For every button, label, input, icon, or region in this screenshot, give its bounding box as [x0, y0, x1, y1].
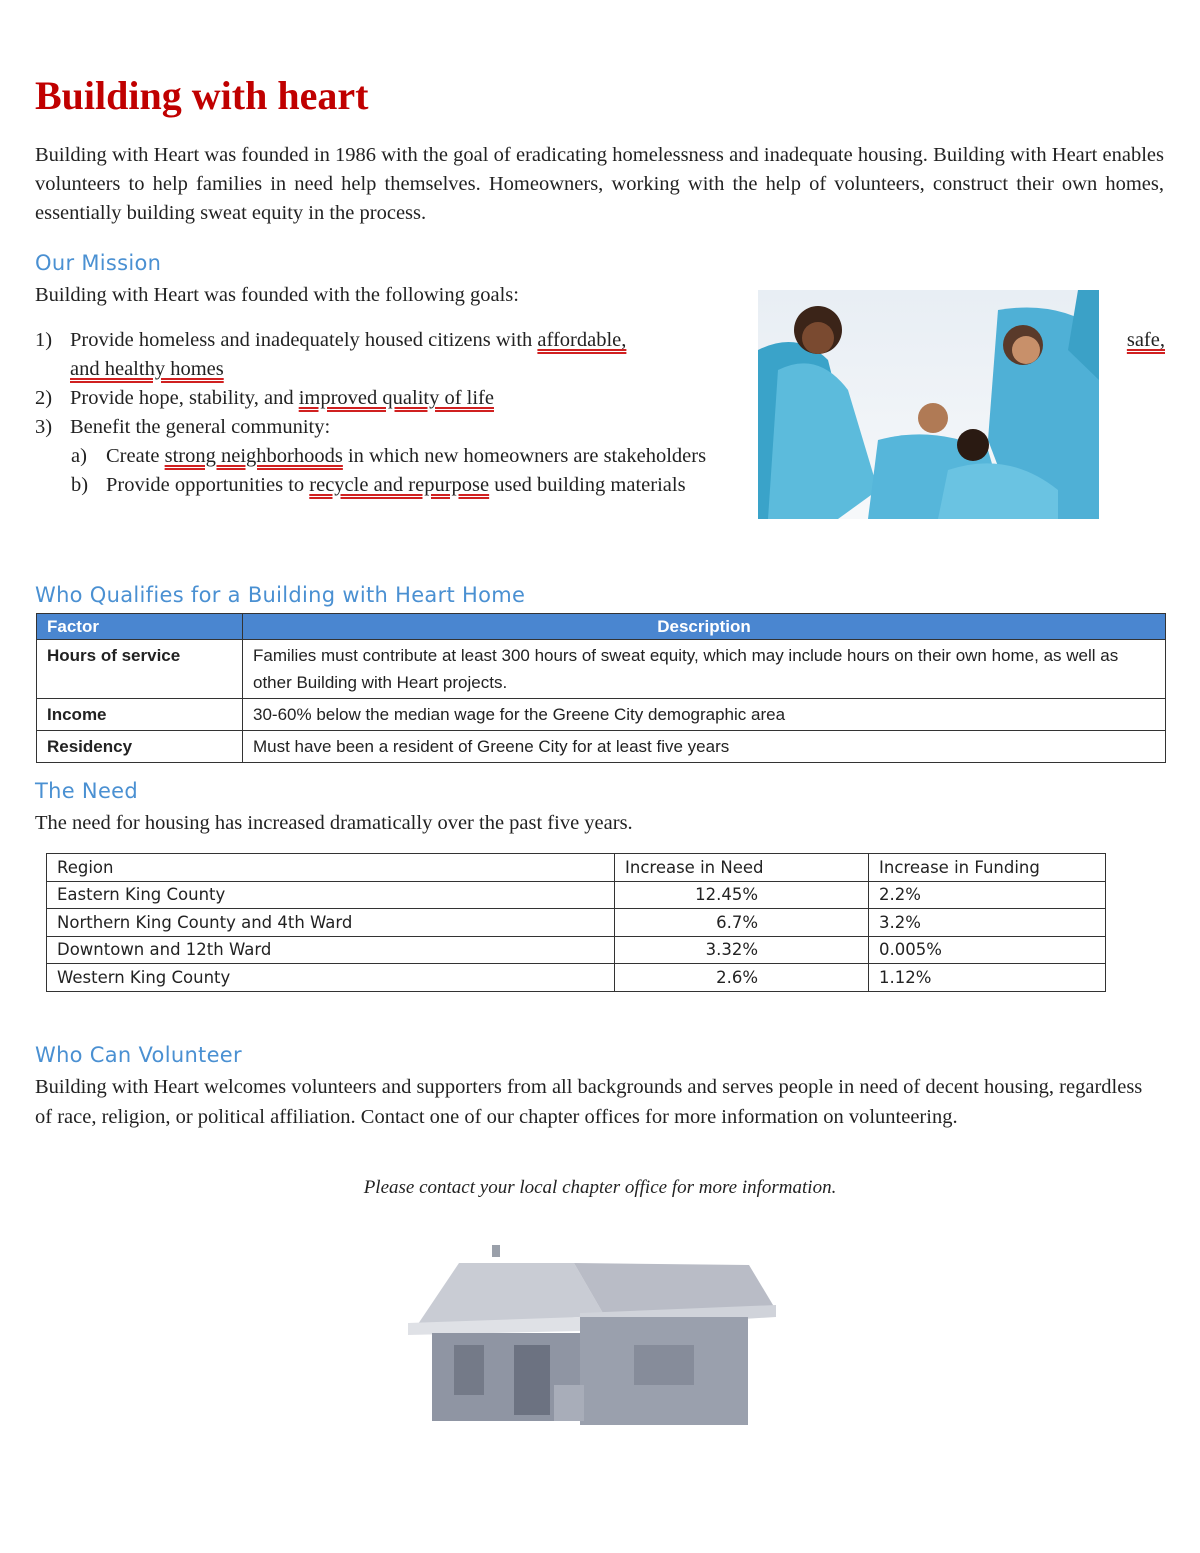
table-row: Downtown and 12th Ward 3.32% 0.005% — [47, 936, 1106, 964]
volunteer-paragraph: Building with Heart welcomes volunteers and supporters from all backgrounds and serves people in need of decent housing, regardless of race, religion, or political affiliation. Contact one of our chapter offices for more information on volunteering. — [35, 1076, 1143, 1128]
mission-lead: Building with Heart was founded with the following goals: — [35, 284, 519, 306]
qualifies-table — [36, 613, 1166, 763]
list-item: 3) Benefit the general community: — [35, 416, 331, 438]
table-row: Income 30-60% below the median wage for the Greene City demographic area — [37, 699, 1166, 731]
safe-word: safe, — [1126, 329, 1165, 351]
list-item: 1) Provide homeless and inadequately housed citizens with affordable, — [35, 329, 627, 351]
list-item: 2) Provide hope, stability, and improved quality of life — [35, 387, 494, 409]
need-heading: The Need — [35, 779, 139, 803]
table-row: Northern King County and 4th Ward 6.7% 3.2% — [47, 909, 1106, 937]
need-lead: The need for housing has increased dramatically over the past five years. — [35, 812, 633, 834]
table-header: Factor — [37, 614, 243, 640]
table-row: Hours of service Families must contribute at least 300 hours of sweat equity, which may include hours on their own home, as well as other Building with Heart projects. — [37, 640, 1166, 699]
table-row: Western King County 2.6% 1.12% — [47, 964, 1106, 992]
table-header-row: Region Increase in Need Increase in Funding — [47, 854, 1106, 882]
volunteer-heading: Who Can Volunteer — [35, 1043, 242, 1067]
intro-paragraph: Building with Heart was founded in 1986 with the goal of eradicating homelessness and inadequate housing. Building with Heart enables volunteers to help families in need help themselves. Homeowners, working with the help of volunteers, construct their own homes, essentially building sweat equity in the process. — [35, 144, 1164, 224]
table-header-row — [37, 614, 1166, 640]
need-table — [46, 853, 1106, 992]
table-row: Residency Must have been a resident of Greene City for at least five years — [37, 731, 1166, 763]
table-row: Eastern King County 12.45% 2.2% — [47, 881, 1106, 909]
healthy-homes-text: and healthy homes — [70, 358, 224, 380]
list-item: a) Create strong neighborhoods in which new homeowners are stakeholders — [71, 445, 707, 467]
contact-note: Please contact your local chapter office for more information. — [363, 1177, 837, 1198]
table-header: Description — [243, 614, 1166, 640]
volunteers-photo — [758, 290, 1099, 519]
mission-heading: Our Mission — [35, 251, 162, 275]
page-title: Building with heart — [35, 73, 369, 118]
list-item: b) Provide opportunities to recycle and repurpose used building materials — [71, 474, 686, 496]
house-image — [404, 1245, 776, 1427]
qualifies-heading: Who Qualifies for a Building with Heart Home — [35, 583, 526, 607]
